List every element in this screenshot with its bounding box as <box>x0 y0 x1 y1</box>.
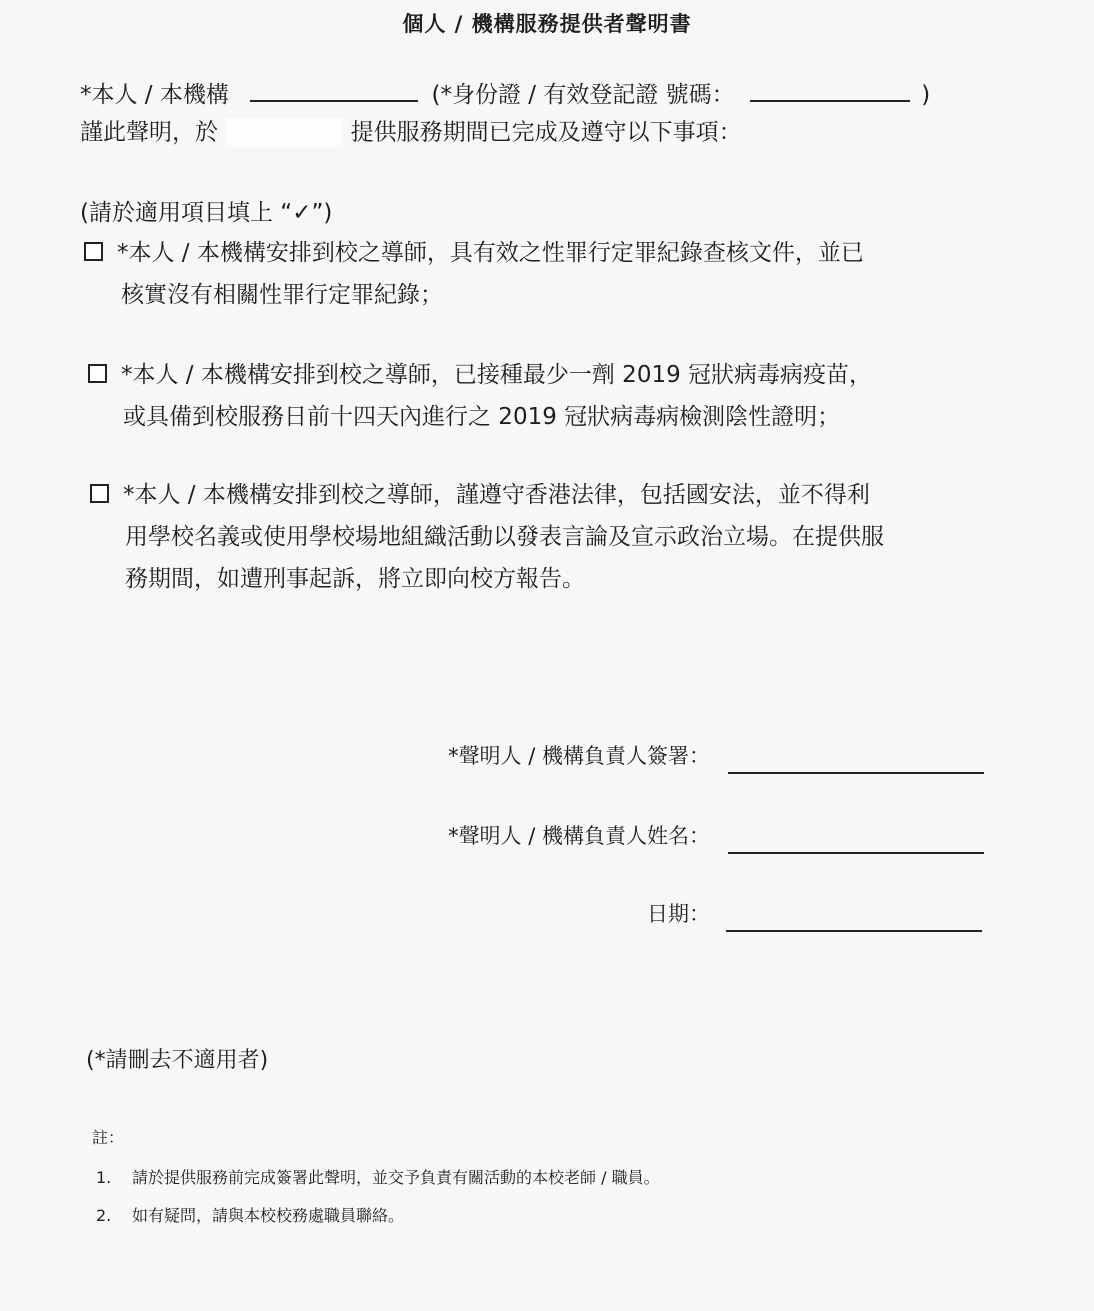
item-1-line-2: 核實沒有相關性罪行定罪紀錄； <box>121 282 443 308</box>
item-3-line-2: 用學校名義或使用學校場地組織活動以發表言論及宣示政治立場。在提供服 <box>125 524 884 550</box>
item-3-line-1: *本人 / 本機構安排到校之導師，謹遵守香港法律，包括國安法，並不得利 <box>123 482 870 508</box>
note-2-number: 2. <box>96 1206 112 1225</box>
checkbox-1[interactable] <box>84 242 103 261</box>
page-title: 個人 / 機構服務提供者聲明書 <box>402 12 692 36</box>
note-1-number: 1. <box>96 1168 112 1187</box>
notes-heading: 註： <box>92 1128 125 1147</box>
id-number-label: (*身份證 / 有效登記證 號碼： <box>431 82 735 108</box>
id-number-blank[interactable] <box>750 80 910 102</box>
date-label: 日期： <box>647 902 710 926</box>
declare-suffix: 提供服務期間已完成及遵守以下事項： <box>350 119 742 146</box>
intro-line-1 <box>80 80 930 110</box>
checklist-item-2 <box>88 354 1008 438</box>
checkbox-2[interactable] <box>88 364 107 383</box>
note-2 <box>96 1206 404 1225</box>
note-2-text: 如有疑問，請與本校校務處職員聯絡。 <box>132 1206 405 1225</box>
signature-line[interactable] <box>728 772 984 774</box>
signature-label: *聲明人 / 機構負責人簽署： <box>448 744 710 768</box>
note-1-text: 請於提供服務前完成簽署此聲明，並交予負責有關活動的本校老師 / 職員。 <box>132 1168 660 1187</box>
item-3-line-3: 務期間，如遭刑事起訴，將立即向校方報告。 <box>125 566 585 592</box>
note-1 <box>96 1168 660 1187</box>
redacted-period <box>225 118 343 148</box>
item-2-line-1: *本人 / 本機構安排到校之導師，已接種最少一劑 2019 冠狀病毒病疫苗， <box>121 362 873 388</box>
item-2-line-2: 或具備到校服務日前十四天內進行之 2019 冠狀病毒病檢測陰性證明； <box>123 404 841 430</box>
name-label: *聲明人 / 機構負責人姓名： <box>448 824 710 848</box>
intro-line-2 <box>80 118 742 148</box>
instruction-text: (請於適用項目填上 “✓”) <box>80 200 333 226</box>
checklist-item-3 <box>90 474 1010 600</box>
date-line[interactable] <box>726 930 982 932</box>
checkbox-3[interactable] <box>90 484 109 503</box>
delete-footnote: (*請刪去不適用者) <box>86 1048 269 1073</box>
declarant-name-blank[interactable] <box>250 80 418 102</box>
checklist-item-1 <box>84 232 1004 316</box>
id-close-paren: ) <box>921 82 931 108</box>
name-line[interactable] <box>728 852 984 854</box>
declarant-label: *本人 / 本機構 <box>80 82 229 108</box>
declare-prefix: 謹此聲明，於 <box>80 119 218 146</box>
item-1-line-1: *本人 / 本機構安排到校之導師，具有效之性罪行定罪紀錄查核文件，並已 <box>117 240 864 266</box>
